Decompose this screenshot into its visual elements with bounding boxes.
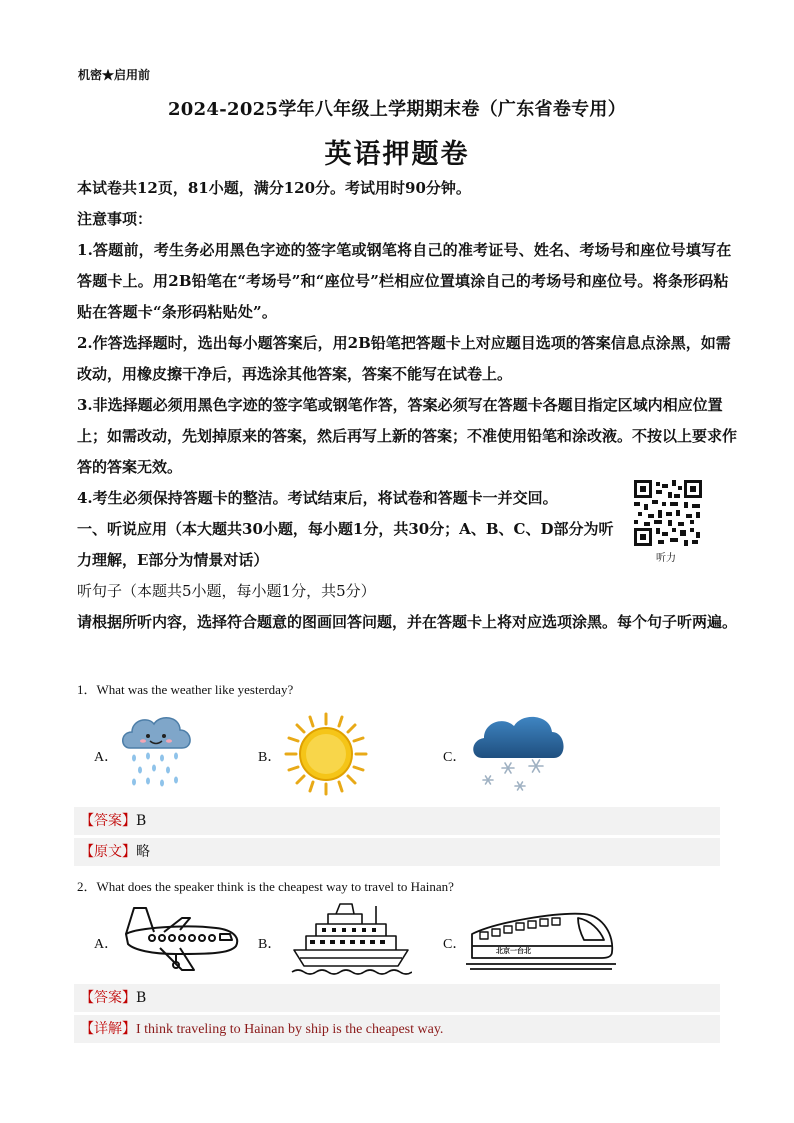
q2-answer-bar <box>74 984 720 1012</box>
sun-icon[interactable] <box>284 712 368 796</box>
notice-item-4: 4.考生必须保持答题卡的整洁。考试结束后，将试卷和答题卡一并交回。 <box>77 489 558 507</box>
q1-original-bar <box>74 838 720 866</box>
answer-value: B <box>136 813 147 829</box>
q1-option-a-label[interactable]: A． <box>94 750 119 765</box>
notice-item-3: 3.非选择题必须用黑色字迹的签字笔或钢笔作答，答案必须写在答题卡各题目指定区域内相应位置上；如需改动，先划掉原来的答案，然后再写上新的答案；不准使用铅笔和涂改液。不按以上要求作答的答案无效。 <box>77 396 738 476</box>
q1-option-b-label[interactable]: B． <box>258 750 282 765</box>
snow-cloud-icon[interactable] <box>468 708 572 796</box>
qr-code-icon[interactable] <box>634 480 702 546</box>
notice-item-1: 1.答题前，考生务必用黑色字迹的签字笔或钢笔将自己的准考证号、姓名、考场号和座位号填写在答题卡上。用2B铅笔在“考场号”和“座位号”栏相应位置填涂自己的考场号和座位号。将条形码粘贴在答题卡“条形码粘贴处”。 <box>77 241 732 321</box>
rain-cloud-icon[interactable] <box>118 708 198 792</box>
exam-title: 2024-2025学年八年级上学期期末卷（广东省卷专用） <box>167 99 627 120</box>
direction-text: 请根据所听内容，选择符合题意的图画回答问题，并在答题卡上将对应选项涂黑。每个句子听两遍。 <box>77 613 738 631</box>
notice-item-2: 2.作答选择题时，选出每小题答案后，用2B铅笔把答题卡上对应题目选项的答案信息点涂黑，如需改动，用橡皮擦干净后，再选涂其他答案，答案不能写在试卷上。 <box>77 334 731 383</box>
q2-option-b-label[interactable]: B． <box>258 937 282 952</box>
exam-subject: 英语押题卷 <box>324 139 470 170</box>
q1-answer-bar <box>74 807 720 835</box>
sub-heading: 听句子（本题共5小题，每小题1分，共5分） <box>77 582 376 600</box>
question-1-text: 1．What was the weather like yesterday? <box>77 682 294 697</box>
q1-option-c-label[interactable]: C． <box>443 750 467 765</box>
question-2-text: 2．What does the speaker think is the cheapest way to travel to Hainan? <box>77 879 454 894</box>
answer-tag: 【答案】 <box>80 813 136 829</box>
original-value: 略 <box>136 844 150 860</box>
exam-summary: 本试卷共12页，81小题，满分120分。考试用时90分钟。 <box>77 179 471 197</box>
airplane-icon[interactable] <box>116 898 242 978</box>
q2-option-a-label[interactable]: A． <box>94 937 119 952</box>
section-heading: 一、听说应用（本大题共30小题，每小题1分，共30分；A、B、C、D部分为听力理解，E部分为情景对话） <box>77 520 614 569</box>
train-label: 北京一台北 <box>496 947 531 955</box>
detail-tag: 【详解】 <box>80 1021 136 1037</box>
train-icon[interactable] <box>466 906 616 972</box>
answer-value: B <box>136 990 147 1006</box>
original-tag: 【原文】 <box>80 844 136 860</box>
instructions-block <box>77 173 737 638</box>
notice-heading: 注意事项： <box>77 210 153 228</box>
confidential-label: 机密★启用前 <box>78 68 151 82</box>
answer-tag: 【答案】 <box>80 990 136 1006</box>
qr-label: 听力 <box>656 553 676 564</box>
detail-value: I think traveling to Hainan by ship is the cheapest way. <box>136 1022 444 1037</box>
q2-detail-bar <box>74 1015 720 1043</box>
ship-icon[interactable] <box>290 902 412 978</box>
q2-option-c-label[interactable]: C． <box>443 937 467 952</box>
